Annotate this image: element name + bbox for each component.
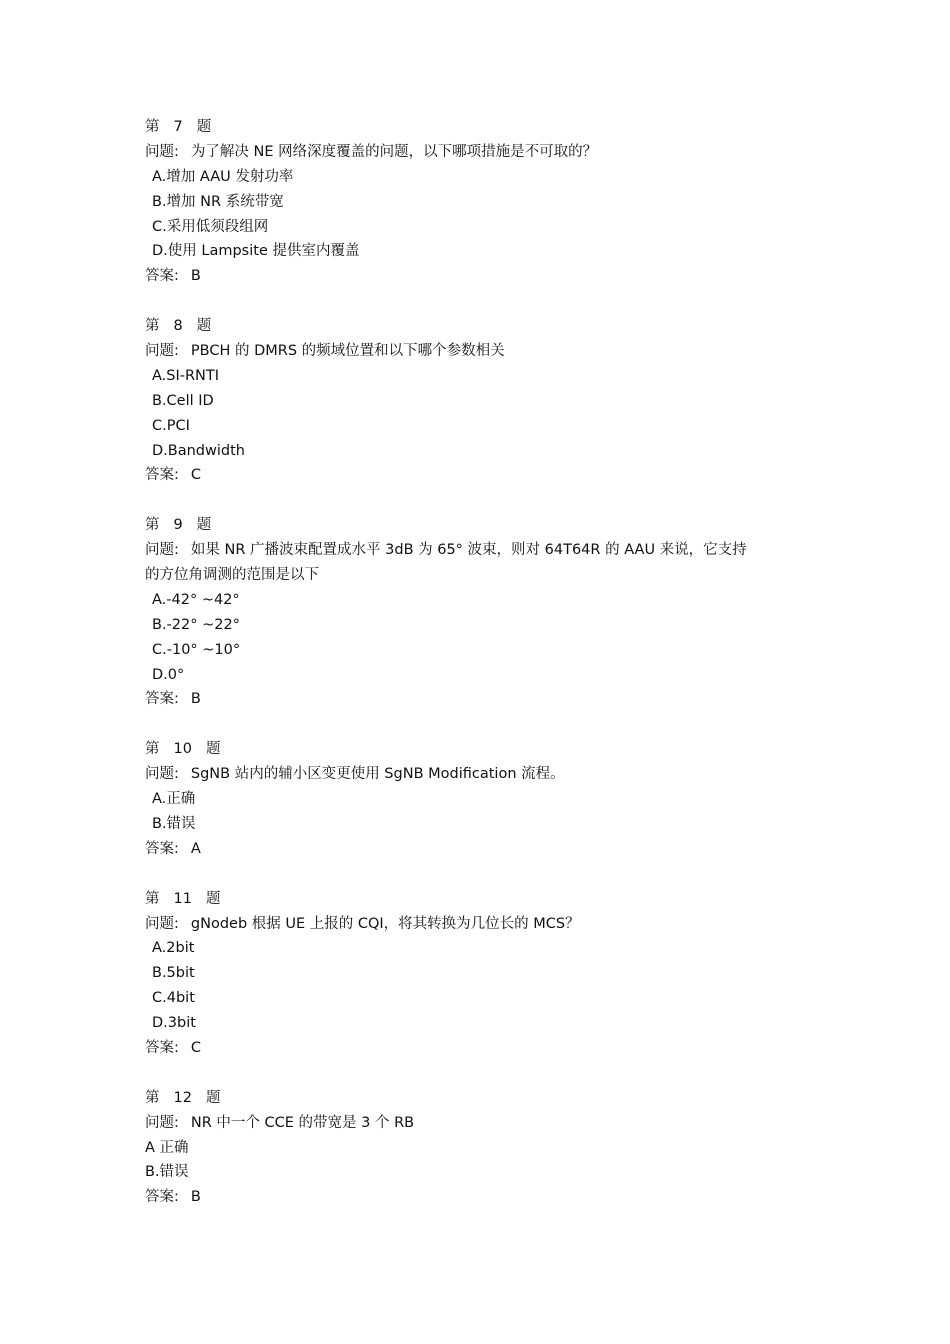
option-d: D.0° (152, 666, 185, 683)
header-prefix: 第 (145, 517, 160, 534)
question-number: 12 (173, 1089, 192, 1106)
option-a: A.-42° ~42° (152, 591, 240, 608)
answer-line (145, 1036, 825, 1061)
option-a: A.正确 (152, 791, 196, 808)
answer-value: C (190, 467, 202, 484)
option-b: B.增加 NR 系统带宽 (152, 193, 284, 210)
question-10 (145, 737, 825, 861)
option-a: A.增加 AAU 发射功率 (152, 168, 294, 185)
question-number: 10 (173, 741, 192, 758)
header-prefix: 第 (145, 1089, 160, 1106)
prompt-label: 问题: (145, 915, 179, 932)
answer-line (145, 687, 825, 712)
header-suffix: 题 (196, 318, 212, 335)
header-suffix: 题 (196, 517, 212, 534)
answer-line (145, 837, 825, 862)
header-suffix: 题 (196, 119, 212, 135)
option-c: C.4bit (152, 990, 195, 1007)
question-header (145, 513, 825, 538)
answer-value: B (190, 268, 201, 285)
option-d: D.Bandwidth (152, 442, 245, 459)
prompt-label: 问题: (145, 343, 179, 360)
prompt-text: PBCH 的 DMRS 的频域位置和以下哪个参数相关 (190, 343, 505, 360)
answer-label: 答案: (145, 1189, 179, 1206)
option-c: C.采用低须段组网 (152, 218, 269, 235)
question-prompt (145, 140, 825, 165)
option-a: A.SI-RNTI (152, 367, 220, 384)
option-b: B.5bit (152, 965, 195, 982)
answer-value: B (190, 691, 201, 708)
question-prompt (145, 912, 825, 937)
question-prompt (145, 538, 825, 563)
header-suffix: 题 (205, 1089, 221, 1106)
option-d: D.3bit (152, 1015, 196, 1032)
prompt-label: 问题: (145, 1114, 179, 1131)
option-c: C.-10° ~10° (152, 641, 241, 658)
answer-label: 答案: (145, 691, 179, 708)
prompt-text: SgNB 站内的辅小区变更使用 SgNB Modification 流程。 (190, 766, 565, 783)
option-c: C.PCI (152, 417, 190, 434)
question-prompt (145, 762, 825, 787)
option-b: B.-22° ~22° (152, 616, 240, 633)
option-a: A 正确 (145, 1139, 189, 1156)
answer-label: 答案: (145, 268, 179, 285)
option-b: B.错误 (145, 1164, 189, 1181)
question-number: 9 (173, 517, 183, 534)
answer-line (145, 1185, 825, 1210)
prompt-text: gNodeb 根据 UE 上报的 CQI，将其转换为几位长的 MCS？ (190, 915, 580, 932)
question-7 (145, 115, 825, 289)
question-11 (145, 887, 825, 1061)
header-prefix: 第 (145, 119, 160, 135)
prompt-text: 为了解决 NE 网络深度覆盖的问题，以下哪项措施是不可取的？ (190, 143, 598, 160)
document-page (145, 115, 825, 1235)
header-suffix: 题 (205, 890, 221, 907)
question-header (145, 314, 825, 339)
question-number: 8 (173, 318, 183, 335)
question-8 (145, 314, 825, 488)
question-12 (145, 1086, 825, 1210)
question-prompt (145, 339, 825, 364)
question-number: 11 (173, 890, 192, 907)
answer-line (145, 463, 825, 488)
header-prefix: 第 (145, 741, 160, 758)
question-header (145, 115, 825, 140)
option-b: B.错误 (152, 815, 196, 832)
header-prefix: 第 (145, 318, 160, 335)
answer-value: C (190, 1039, 202, 1056)
option-d: D.使用 Lampsite 提供室内覆盖 (152, 243, 360, 260)
header-suffix: 题 (205, 741, 221, 758)
header-prefix: 第 (145, 890, 160, 907)
option-b: B.Cell ID (152, 392, 214, 409)
answer-label: 答案: (145, 1039, 179, 1056)
answer-line (145, 264, 825, 289)
prompt-text: 如果 NR 广播波束配置成水平 3dB 为 65° 波束，则对 64T64R 的 AAU 来说，它支持 (190, 542, 747, 559)
question-header (145, 1086, 825, 1111)
prompt-label: 问题: (145, 766, 179, 783)
option-a: A.2bit (152, 940, 195, 957)
question-header (145, 737, 825, 762)
question-prompt (145, 1111, 825, 1136)
answer-label: 答案: (145, 840, 179, 857)
prompt-label: 问题: (145, 542, 179, 559)
answer-value: A (190, 840, 201, 857)
question-9 (145, 513, 825, 712)
question-number: 7 (173, 119, 183, 135)
question-header (145, 887, 825, 912)
prompt-label: 问题: (145, 143, 179, 160)
prompt-text: NR 中一个 CCE 的带宽是 3 个 RB (190, 1114, 415, 1131)
answer-label: 答案: (145, 467, 179, 484)
question-prompt-continued: 的方位角调测的范围是以下 (145, 567, 319, 584)
answer-value: B (190, 1189, 201, 1206)
